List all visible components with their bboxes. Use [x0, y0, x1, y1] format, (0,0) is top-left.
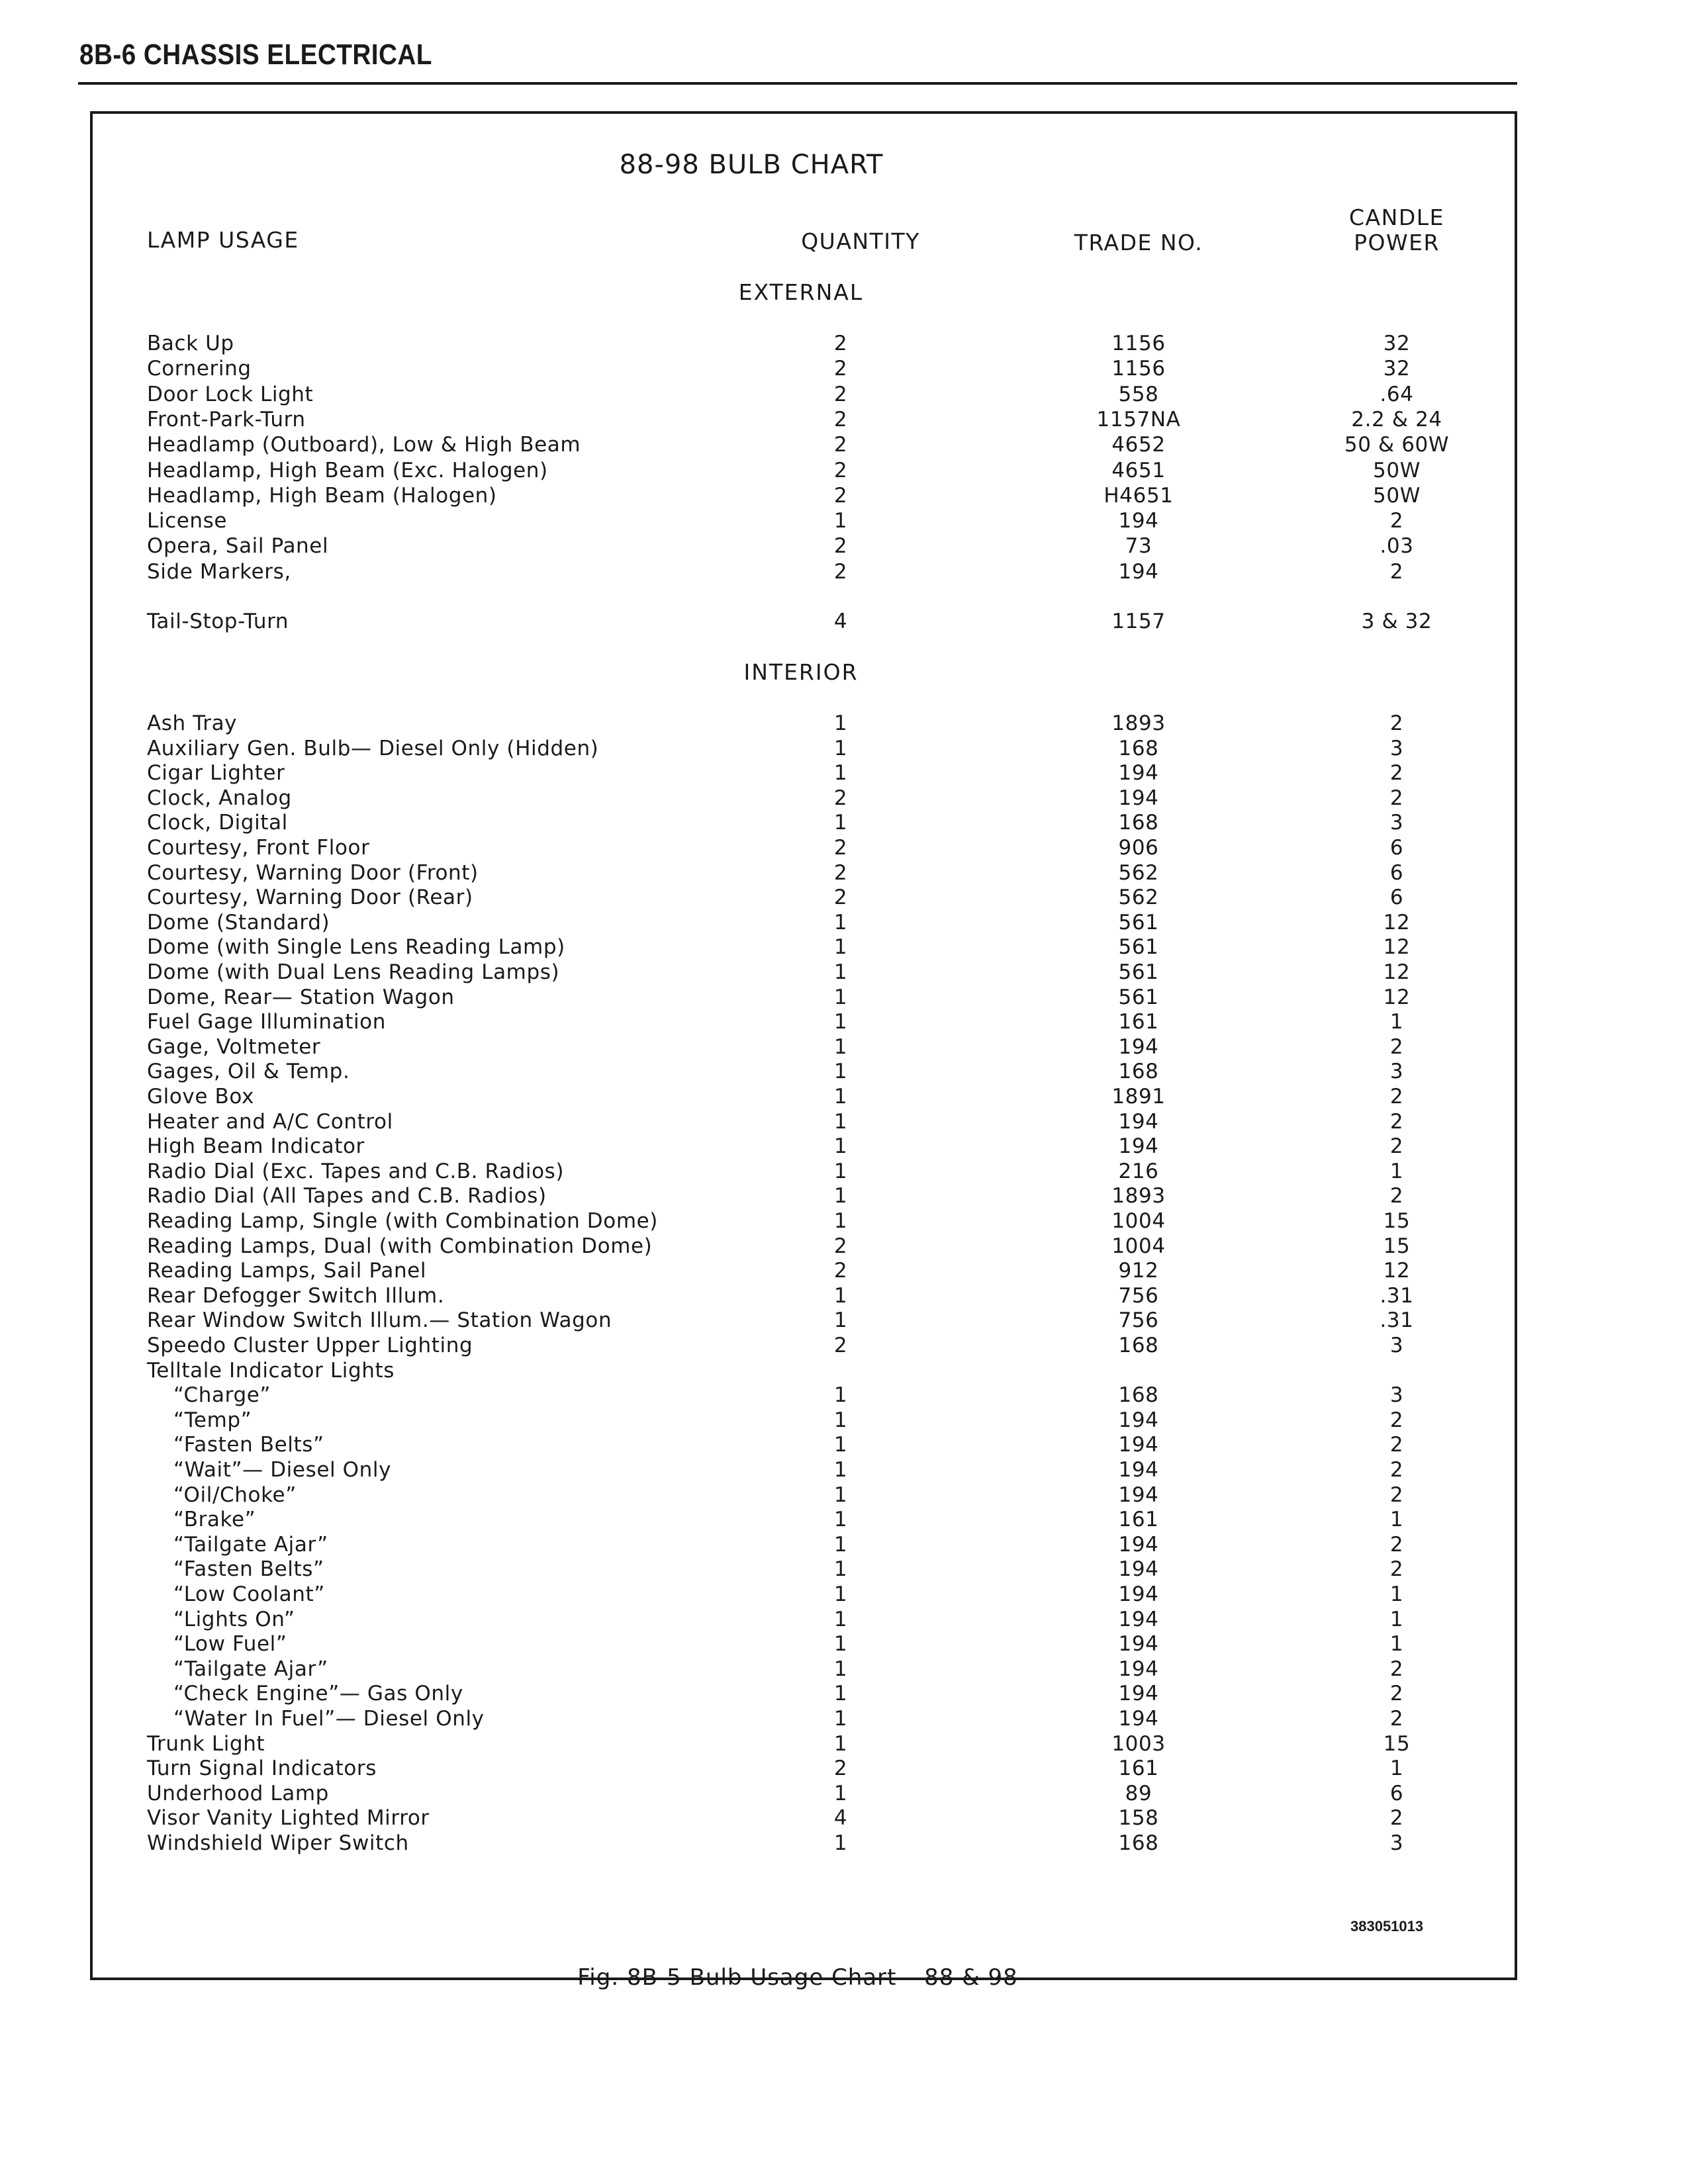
lamp-usage-cell: “Low Coolant” — [173, 1582, 325, 1606]
trade-no-cell: 194 — [1118, 786, 1159, 810]
trade-no-cell: 1004 — [1111, 1209, 1166, 1233]
lamp-usage-cell: “Lights On” — [173, 1607, 295, 1631]
lamp-usage-cell: “Tailgate Ajar” — [173, 1657, 328, 1681]
trade-no-cell: 194 — [1118, 1532, 1159, 1557]
trade-no-cell: 168 — [1118, 1060, 1159, 1084]
table-row — [0, 985, 1688, 1010]
quantity-cell: 1 — [833, 1383, 848, 1408]
table-row — [0, 407, 1688, 432]
quantity-cell: 1 — [833, 1831, 848, 1855]
table-row — [0, 1159, 1688, 1184]
quantity-cell: 1 — [833, 1209, 848, 1233]
candle-power-cell: 2 — [1389, 1707, 1404, 1731]
quantity-cell: 1 — [833, 1134, 848, 1159]
lamp-usage-cell: Cornering — [147, 357, 252, 381]
quantity-cell: 2 — [833, 534, 848, 559]
lamp-usage-cell: “Check Engine”— Gas Only — [173, 1682, 463, 1706]
quantity-cell: 2 — [833, 836, 848, 860]
table-row — [0, 1457, 1688, 1482]
candle-line-2: POWER — [1354, 230, 1440, 255]
lamp-usage-cell: Tail-Stop-Turn — [147, 610, 289, 633]
table-row — [0, 1532, 1688, 1557]
lamp-usage-cell: Courtesy, Warning Door (Rear) — [147, 886, 473, 910]
trade-no-cell: 161 — [1118, 1508, 1159, 1532]
trade-no-cell: 1893 — [1111, 711, 1166, 735]
figure-code: 383051013 — [1350, 1918, 1424, 1934]
candle-power-cell: 3 — [1389, 811, 1404, 835]
quantity-cell: 2 — [833, 1756, 848, 1781]
candle-line-1: CANDLE — [1349, 205, 1444, 230]
chart-title-text: 88-98 BULB CHART — [619, 150, 884, 180]
trade-no-cell: 561 — [1118, 910, 1159, 934]
candle-power-cell: 2 — [1389, 1085, 1404, 1109]
quantity-cell: 1 — [833, 1159, 848, 1183]
trade-no-cell: 194 — [1118, 1433, 1159, 1457]
trade-no-cell: 1003 — [1111, 1731, 1166, 1756]
lamp-usage-cell: Courtesy, Warning Door (Front) — [147, 860, 479, 885]
table-row — [0, 885, 1688, 910]
quantity-cell: 1 — [833, 711, 848, 735]
trade-no-cell: 194 — [1118, 1458, 1159, 1482]
trade-no-cell: 194 — [1118, 1557, 1159, 1582]
lamp-usage-cell: Visor Vanity Lighted Mirror — [147, 1806, 430, 1831]
lamp-usage-cell: Speedo Cluster Upper Lighting — [147, 1334, 473, 1357]
table-row — [0, 711, 1688, 736]
chart-title — [0, 150, 1688, 180]
trade-no-cell: 1891 — [1111, 1085, 1166, 1109]
lamp-usage-cell: Door Lock Light — [147, 382, 314, 406]
column-header-lamp-usage: LAMP USAGE — [147, 227, 299, 253]
trade-no-cell: 912 — [1118, 1259, 1159, 1283]
table-row — [0, 1557, 1688, 1582]
lamp-usage-cell: Fuel Gage Illumination — [147, 1010, 386, 1034]
candle-power-cell: 6 — [1389, 836, 1404, 860]
trade-no-cell: 756 — [1118, 1283, 1159, 1308]
candle-power-cell: 1 — [1389, 1010, 1404, 1034]
quantity-cell: 2 — [833, 1234, 848, 1258]
trade-no-cell: 73 — [1125, 534, 1152, 559]
candle-power-cell: 2 — [1389, 1134, 1404, 1159]
lamp-usage-cell: Auxiliary Gen. Bulb— Diesel Only (Hidden) — [147, 736, 599, 760]
trade-no-cell: 1893 — [1111, 1184, 1166, 1208]
candle-power-cell: 2 — [1389, 1682, 1404, 1706]
quantity-cell: 1 — [833, 761, 848, 786]
candle-power-cell: 2 — [1389, 786, 1404, 810]
quantity-cell: 1 — [833, 1482, 848, 1507]
table-row — [0, 760, 1688, 786]
candle-power-cell: 2 — [1389, 1657, 1404, 1681]
lamp-usage-cell: Underhood Lamp — [147, 1781, 329, 1805]
trade-no-cell: 194 — [1118, 1657, 1159, 1681]
quantity-cell: 2 — [833, 1334, 848, 1357]
candle-power-cell: 3 — [1389, 1334, 1404, 1357]
lamp-usage-cell: Trunk Light — [147, 1731, 265, 1756]
table-row — [0, 810, 1688, 835]
trade-no-cell: 168 — [1118, 1383, 1159, 1408]
quantity-cell: 2 — [833, 786, 848, 810]
table-row — [0, 1756, 1688, 1781]
table-row — [0, 559, 1688, 584]
candle-power-cell: 12 — [1383, 960, 1411, 984]
candle-power-cell: 1 — [1389, 1159, 1404, 1183]
candle-power-cell: 2 — [1389, 1557, 1404, 1582]
trade-no-cell: 562 — [1118, 886, 1159, 910]
lamp-usage-cell: Turn Signal Indicators — [147, 1756, 377, 1781]
table-row — [0, 1009, 1688, 1034]
page-header: 8B-6 CHASSIS ELECTRICAL — [79, 38, 432, 71]
table-row — [0, 382, 1688, 407]
quantity-cell: 1 — [833, 1308, 848, 1333]
quantity-cell: 2 — [833, 407, 848, 432]
candle-power-cell: .31 — [1380, 1308, 1414, 1333]
trade-no-cell: 194 — [1118, 1134, 1159, 1159]
candle-power-cell: 32 — [1383, 332, 1411, 355]
candle-power-cell: 15 — [1383, 1234, 1411, 1258]
trade-no-cell: 756 — [1118, 1308, 1159, 1333]
table-row — [0, 1183, 1688, 1208]
lamp-usage-cell: Radio Dial (All Tapes and C.B. Radios) — [147, 1184, 547, 1208]
lamp-usage-cell: Clock, Digital — [147, 811, 288, 835]
trade-no-cell: 168 — [1118, 736, 1159, 760]
table-row — [0, 483, 1688, 508]
lamp-usage-cell: Glove Box — [147, 1085, 254, 1109]
table-row — [0, 1109, 1688, 1134]
column-header-candle-power — [1317, 205, 1476, 255]
trade-no-cell: 1004 — [1111, 1234, 1166, 1258]
lamp-usage-cell: Front-Park-Turn — [147, 407, 306, 432]
trade-no-cell: H4651 — [1103, 483, 1174, 508]
quantity-cell: 1 — [833, 1607, 848, 1631]
candle-power-cell: 2 — [1389, 711, 1404, 735]
quantity-cell: 1 — [833, 1184, 848, 1208]
quantity-cell: 1 — [833, 910, 848, 934]
table-row — [0, 934, 1688, 960]
quantity-cell: 2 — [833, 886, 848, 910]
candle-power-cell: 2 — [1389, 1458, 1404, 1482]
trade-no-cell: 1157 — [1111, 610, 1166, 633]
trade-no-cell: 194 — [1118, 1682, 1159, 1706]
lamp-usage-cell: “Wait”— Diesel Only — [173, 1458, 392, 1482]
candle-power-cell: 1 — [1389, 1632, 1404, 1657]
candle-power-cell: 1 — [1389, 1607, 1404, 1631]
lamp-usage-cell: Radio Dial (Exc. Tapes and C.B. Radios) — [147, 1159, 565, 1183]
table-row — [0, 1805, 1688, 1831]
figure-caption-text: Fig. 8B-5 Bulb Usage Chart – 88 & 98 — [577, 1964, 1018, 1991]
table-row — [0, 1507, 1688, 1532]
candle-power-cell: .03 — [1380, 534, 1414, 559]
lamp-usage-cell: Reading Lamp, Single (with Combination Dome) — [147, 1209, 658, 1233]
table-row — [0, 356, 1688, 381]
table-row — [0, 432, 1688, 457]
lamp-usage-cell: Heater and A/C Control — [147, 1109, 393, 1134]
quantity-cell: 1 — [833, 1682, 848, 1706]
trade-no-cell: 194 — [1118, 1482, 1159, 1507]
quantity-cell: 1 — [833, 509, 848, 533]
table-row — [0, 533, 1688, 559]
trade-no-cell: 4651 — [1111, 458, 1166, 482]
section-interior: INTERIOR — [743, 659, 859, 685]
trade-no-cell: 194 — [1118, 1408, 1159, 1432]
quantity-cell: 4 — [833, 1806, 848, 1831]
lamp-usage-cell: “Temp” — [173, 1408, 252, 1432]
quantity-cell: 2 — [833, 860, 848, 885]
lamp-usage-cell: Headlamp, High Beam (Exc. Halogen) — [147, 458, 548, 482]
candle-power-cell: 50W — [1373, 483, 1421, 508]
table-row — [0, 1059, 1688, 1084]
candle-power-cell: 2 — [1389, 1184, 1404, 1208]
table-row — [0, 1358, 1688, 1383]
table-row — [0, 458, 1688, 483]
candle-power-cell: 3 — [1389, 1383, 1404, 1408]
table-row — [0, 1084, 1688, 1109]
table-row — [0, 1831, 1688, 1856]
table-row — [0, 1283, 1688, 1308]
table-row — [0, 860, 1688, 886]
trade-no-cell: 562 — [1118, 860, 1159, 885]
lamp-usage-cell: Courtesy, Front Floor — [147, 836, 370, 860]
candle-power-cell: 3 & 32 — [1361, 610, 1432, 633]
lamp-usage-cell: “Oil/Choke” — [173, 1482, 297, 1507]
table-row — [0, 331, 1688, 356]
quantity-cell: 1 — [833, 736, 848, 760]
candle-power-cell: 2 — [1389, 559, 1404, 584]
table-row — [0, 835, 1688, 860]
trade-no-cell: 906 — [1118, 836, 1159, 860]
trade-no-cell: 216 — [1118, 1159, 1159, 1183]
trade-no-cell: 561 — [1118, 960, 1159, 984]
quantity-cell: 1 — [833, 811, 848, 835]
lamp-usage-cell: High Beam Indicator — [147, 1134, 365, 1159]
trade-no-cell: 558 — [1118, 382, 1159, 406]
lamp-usage-cell: “Fasten Belts” — [173, 1433, 324, 1457]
table-row — [0, 1234, 1688, 1259]
quantity-cell: 1 — [833, 1010, 848, 1034]
header-rule — [78, 82, 1517, 85]
table-row — [0, 1482, 1688, 1508]
table-row — [0, 1432, 1688, 1457]
lamp-usage-cell: “Low Fuel” — [173, 1632, 287, 1657]
table-row — [0, 960, 1688, 985]
quantity-cell: 1 — [833, 985, 848, 1009]
table-row — [0, 1607, 1688, 1632]
candle-power-cell: 15 — [1383, 1209, 1411, 1233]
candle-power-cell: 2 — [1389, 1034, 1404, 1059]
table-row — [0, 1631, 1688, 1657]
quantity-cell: 1 — [833, 960, 848, 984]
quantity-cell: 1 — [833, 1109, 848, 1134]
candle-power-cell: 12 — [1383, 935, 1411, 960]
lamp-usage-cell: Rear Defogger Switch Illum. — [147, 1283, 445, 1308]
quantity-cell: 1 — [833, 1458, 848, 1482]
table-row — [0, 609, 1688, 634]
candle-power-cell: 2 — [1389, 1408, 1404, 1432]
trade-no-cell: 4652 — [1111, 433, 1166, 457]
table-row — [0, 1208, 1688, 1234]
quantity-cell: 2 — [833, 559, 848, 584]
quantity-cell: 2 — [833, 357, 848, 381]
trade-no-cell: 158 — [1118, 1806, 1159, 1831]
trade-no-cell: 561 — [1118, 985, 1159, 1009]
quantity-cell: 1 — [833, 1034, 848, 1059]
candle-power-cell: 2 — [1389, 509, 1404, 533]
lamp-usage-cell: Gages, Oil & Temp. — [147, 1060, 350, 1084]
candle-power-cell: 3 — [1389, 1060, 1404, 1084]
table-row — [0, 1657, 1688, 1682]
quantity-cell: 1 — [833, 1582, 848, 1606]
lamp-usage-cell: Back Up — [147, 332, 234, 355]
trade-no-cell: 561 — [1118, 935, 1159, 960]
quantity-cell: 1 — [833, 1433, 848, 1457]
quantity-cell: 2 — [833, 483, 848, 508]
trade-no-cell: 194 — [1118, 1632, 1159, 1657]
candle-power-cell: 15 — [1383, 1731, 1411, 1756]
lamp-usage-cell: Clock, Analog — [147, 786, 292, 810]
candle-power-cell: 50 & 60W — [1344, 433, 1450, 457]
lamp-usage-cell: Cigar Lighter — [147, 761, 285, 786]
table-row — [0, 786, 1688, 811]
lamp-usage-cell: Windshield Wiper Switch — [147, 1831, 409, 1855]
candle-power-cell: 2.2 & 24 — [1351, 407, 1442, 432]
candle-power-cell: 12 — [1383, 910, 1411, 934]
lamp-usage-cell: “Tailgate Ajar” — [173, 1532, 328, 1557]
trade-no-cell: 194 — [1118, 1582, 1159, 1606]
figure-caption — [0, 1964, 1688, 1991]
trade-no-cell: 194 — [1118, 559, 1159, 584]
trade-no-cell: 168 — [1118, 811, 1159, 835]
lamp-usage-cell: Dome (Standard) — [147, 910, 330, 934]
lamp-usage-cell: Side Markers, — [147, 559, 291, 584]
column-header-trade-no: TRADE NO. — [1074, 230, 1203, 255]
quantity-cell: 1 — [833, 1557, 848, 1582]
quantity-cell: 2 — [833, 458, 848, 482]
lamp-usage-cell: “Charge” — [173, 1383, 271, 1408]
table-row — [0, 508, 1688, 533]
table-row — [0, 1308, 1688, 1333]
table-row — [0, 1408, 1688, 1433]
candle-power-cell: 12 — [1383, 985, 1411, 1009]
table-row — [0, 1582, 1688, 1607]
trade-no-cell: 1156 — [1111, 332, 1166, 355]
table-row — [0, 1706, 1688, 1731]
candle-power-cell: .31 — [1380, 1283, 1414, 1308]
quantity-cell: 1 — [833, 1508, 848, 1532]
candle-power-cell: 50W — [1373, 458, 1421, 482]
trade-no-cell: 168 — [1118, 1334, 1159, 1357]
section-external: EXTERNAL — [738, 279, 864, 305]
table-row — [0, 736, 1688, 761]
candle-power-cell: 2 — [1389, 761, 1404, 786]
lamp-usage-cell: “Brake” — [173, 1508, 256, 1532]
lamp-usage-cell: Headlamp, High Beam (Halogen) — [147, 483, 497, 508]
candle-power-cell: 1 — [1389, 1756, 1404, 1781]
quantity-cell: 2 — [833, 1259, 848, 1283]
quantity-cell: 1 — [833, 1657, 848, 1681]
quantity-cell: 1 — [833, 1060, 848, 1084]
candle-power-cell: 32 — [1383, 357, 1411, 381]
lamp-usage-cell: Telltale Indicator Lights — [147, 1358, 395, 1383]
candle-power-cell: 3 — [1389, 736, 1404, 760]
quantity-cell: 1 — [833, 1283, 848, 1308]
lamp-usage-cell: Gage, Voltmeter — [147, 1034, 321, 1059]
lamp-usage-cell: Dome (with Dual Lens Reading Lamps) — [147, 960, 560, 984]
table-row — [0, 1258, 1688, 1283]
candle-power-cell: 6 — [1389, 1781, 1404, 1805]
trade-no-cell: 161 — [1118, 1756, 1159, 1781]
lamp-usage-cell: Rear Window Switch Illum.— Station Wagon — [147, 1308, 612, 1333]
lamp-usage-cell: Reading Lamps, Dual (with Combination Dome) — [147, 1234, 653, 1258]
table-row — [0, 1731, 1688, 1756]
trade-no-cell: 89 — [1125, 1781, 1152, 1805]
trade-no-cell: 168 — [1118, 1831, 1159, 1855]
lamp-usage-cell: Dome, Rear— Station Wagon — [147, 985, 455, 1009]
lamp-usage-cell: License — [147, 509, 228, 533]
trade-no-cell: 194 — [1118, 1707, 1159, 1731]
table-row — [0, 1034, 1688, 1060]
candle-power-cell: .64 — [1380, 382, 1414, 406]
candle-power-cell: 12 — [1383, 1259, 1411, 1283]
table-row — [0, 910, 1688, 935]
quantity-cell: 1 — [833, 1085, 848, 1109]
trade-no-cell: 194 — [1118, 1607, 1159, 1631]
candle-power-cell: 1 — [1389, 1582, 1404, 1606]
lamp-usage-cell: Headlamp (Outboard), Low & High Beam — [147, 433, 581, 457]
quantity-cell: 1 — [833, 1731, 848, 1756]
candle-power-cell: 2 — [1389, 1532, 1404, 1557]
column-header-quantity: QUANTITY — [801, 228, 920, 254]
candle-power-cell: 6 — [1389, 886, 1404, 910]
quantity-cell: 1 — [833, 935, 848, 960]
quantity-cell: 1 — [833, 1408, 848, 1432]
lamp-usage-cell: “Water In Fuel”— Diesel Only — [173, 1707, 485, 1731]
candle-power-cell: 2 — [1389, 1482, 1404, 1507]
trade-no-cell: 194 — [1118, 761, 1159, 786]
lamp-usage-cell: Dome (with Single Lens Reading Lamp) — [147, 935, 565, 960]
trade-no-cell: 194 — [1118, 1034, 1159, 1059]
lamp-usage-cell: “Fasten Belts” — [173, 1557, 324, 1582]
quantity-cell: 4 — [833, 610, 848, 633]
lamp-usage-cell: Reading Lamps, Sail Panel — [147, 1259, 427, 1283]
trade-no-cell: 161 — [1118, 1010, 1159, 1034]
lamp-usage-cell: Ash Tray — [147, 711, 238, 735]
trade-no-cell: 1157NA — [1096, 407, 1181, 432]
candle-power-cell: 2 — [1389, 1433, 1404, 1457]
quantity-cell: 1 — [833, 1707, 848, 1731]
candle-power-cell: 2 — [1389, 1109, 1404, 1134]
table-row — [0, 1333, 1688, 1358]
quantity-cell: 2 — [833, 433, 848, 457]
quantity-cell: 2 — [833, 332, 848, 355]
candle-power-cell: 1 — [1389, 1508, 1404, 1532]
trade-no-cell: 1156 — [1111, 357, 1166, 381]
candle-power-cell: 6 — [1389, 860, 1404, 885]
trade-no-cell: 194 — [1118, 509, 1159, 533]
quantity-cell: 1 — [833, 1532, 848, 1557]
table-row — [0, 1134, 1688, 1159]
quantity-cell: 1 — [833, 1632, 848, 1657]
lamp-usage-cell: Opera, Sail Panel — [147, 534, 329, 559]
table-row — [0, 1781, 1688, 1806]
candle-power-cell: 3 — [1389, 1831, 1404, 1855]
quantity-cell: 2 — [833, 382, 848, 406]
table-row — [0, 1681, 1688, 1706]
trade-no-cell: 194 — [1118, 1109, 1159, 1134]
candle-power-cell: 2 — [1389, 1806, 1404, 1831]
table-row — [0, 1383, 1688, 1408]
quantity-cell: 1 — [833, 1781, 848, 1805]
